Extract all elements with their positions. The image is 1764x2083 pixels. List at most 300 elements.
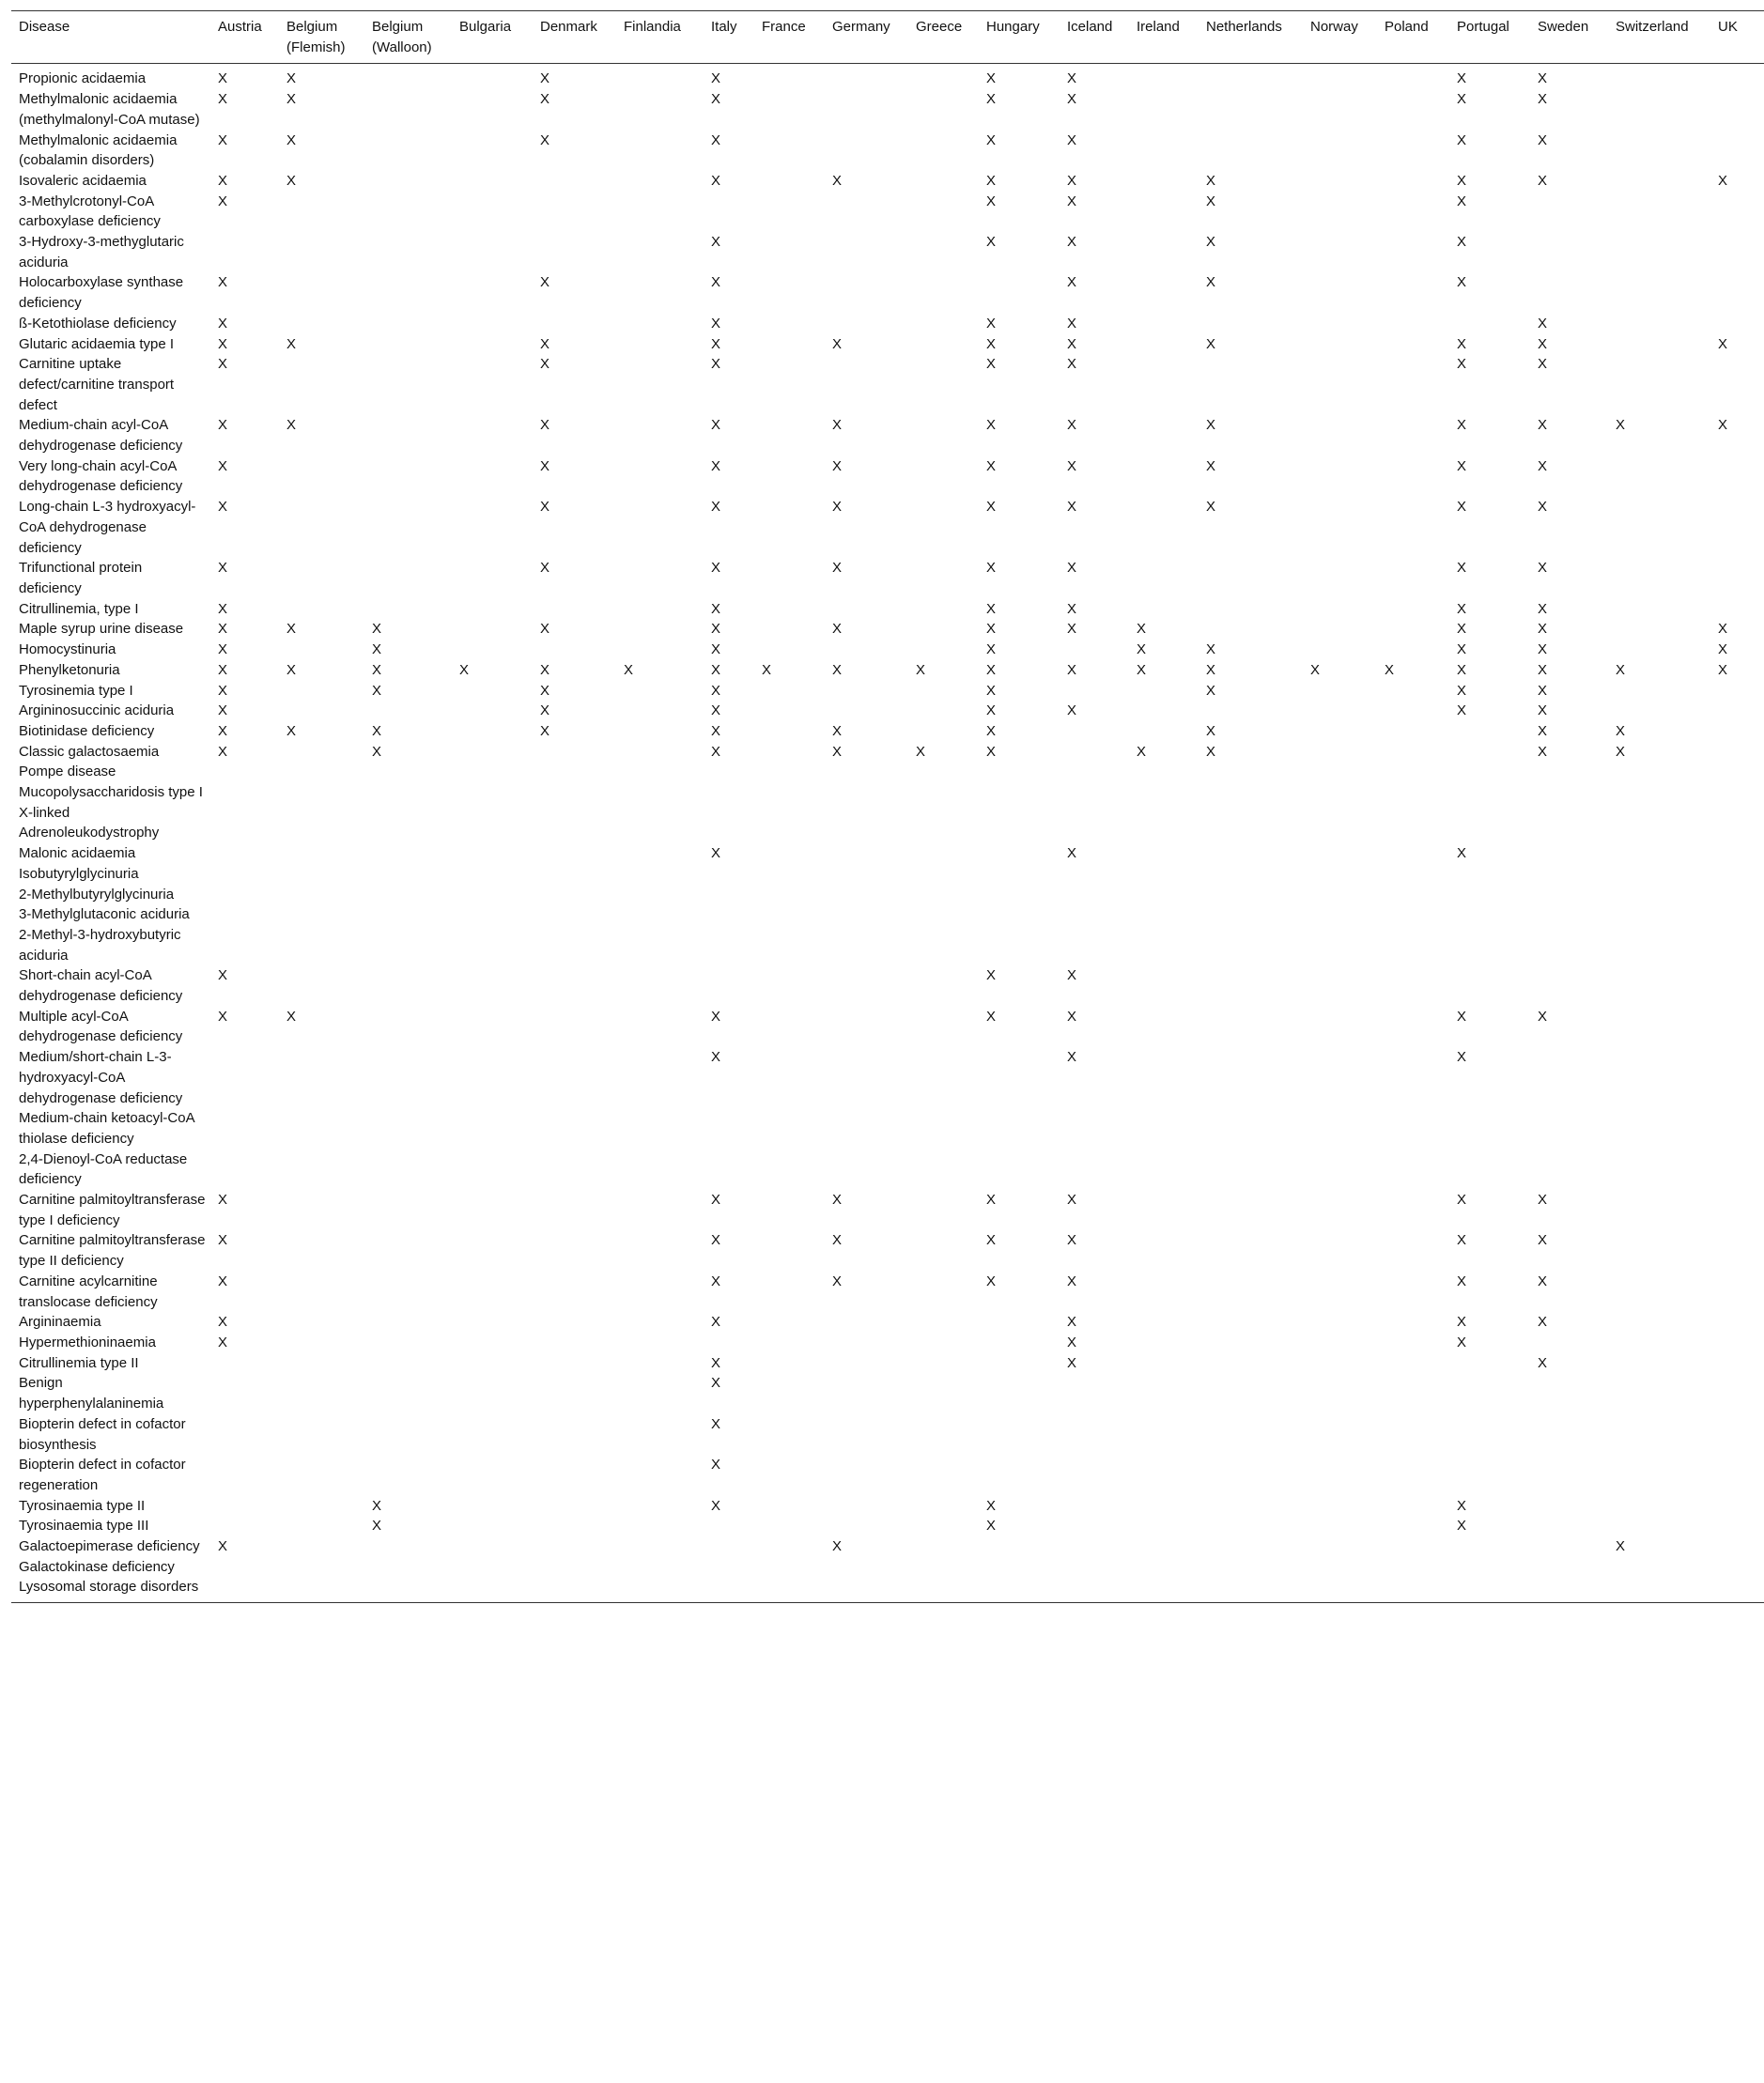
- screened-mark-cell: X: [1538, 641, 1548, 658]
- empty-cell: [616, 782, 704, 803]
- empty-cell: [279, 1108, 364, 1149]
- empty-cell: [533, 1047, 616, 1108]
- empty-cell: [279, 782, 364, 803]
- empty-cell: [1530, 885, 1608, 905]
- disease-name-cell: Medium-chain ketoacyl-CoA thiolase deficiency: [19, 1110, 194, 1147]
- empty-cell: [1710, 1108, 1764, 1149]
- empty-cell: [754, 843, 825, 864]
- empty-cell: [1303, 904, 1377, 925]
- empty-cell: [452, 1007, 533, 1047]
- table-row: [11, 1577, 1764, 1602]
- screened-mark-cell: X: [711, 641, 721, 658]
- empty-cell: [279, 1150, 364, 1190]
- empty-cell: [979, 864, 1060, 885]
- empty-cell: [279, 965, 364, 1006]
- empty-cell: [1608, 1373, 1710, 1413]
- column-header-country: Greece: [916, 19, 963, 35]
- screened-mark-cell: X: [1538, 91, 1548, 108]
- empty-cell: [754, 314, 825, 334]
- screened-mark-cell: X: [1206, 722, 1216, 739]
- empty-cell: [616, 1007, 704, 1047]
- empty-cell: [979, 1108, 1060, 1149]
- screened-mark-cell: X: [1137, 641, 1147, 658]
- empty-cell: [754, 1373, 825, 1413]
- empty-cell: [908, 1190, 979, 1230]
- empty-cell: [754, 1516, 825, 1536]
- column-header-country: Ireland: [1137, 19, 1180, 35]
- table-row: [11, 1230, 1764, 1271]
- empty-cell: [754, 1496, 825, 1517]
- screened-mark-cell: X: [1067, 1192, 1077, 1209]
- empty-cell: [210, 864, 279, 885]
- empty-cell: [364, 1230, 452, 1271]
- column-header-country: UK: [1718, 19, 1738, 35]
- screened-mark-cell: X: [986, 682, 997, 699]
- empty-cell: [616, 1230, 704, 1271]
- empty-cell: [452, 1557, 533, 1578]
- screened-mark-cell: X: [1718, 641, 1728, 658]
- screened-mark-cell: X: [1067, 621, 1077, 638]
- empty-cell: [1530, 1577, 1608, 1602]
- empty-cell: [452, 782, 533, 803]
- disease-name-cell: Holocarboxylase synthase deficiency: [19, 274, 184, 312]
- empty-cell: [1303, 640, 1377, 660]
- screened-mark-cell: X: [1457, 417, 1467, 434]
- screened-mark-cell: X: [1718, 417, 1728, 434]
- empty-cell: [1608, 1190, 1710, 1230]
- empty-cell: [1710, 1557, 1764, 1578]
- empty-cell: [364, 314, 452, 334]
- empty-cell: [1449, 1150, 1530, 1190]
- screened-mark-cell: X: [711, 1008, 721, 1025]
- empty-cell: [364, 925, 452, 965]
- screened-mark-cell: X: [1067, 702, 1077, 719]
- empty-cell: [1377, 1190, 1449, 1230]
- disease-name-cell: Hypermethioninaemia: [19, 1335, 156, 1350]
- empty-cell: [825, 864, 908, 885]
- empty-cell: [754, 1312, 825, 1333]
- empty-cell: [616, 131, 704, 171]
- empty-cell: [452, 1455, 533, 1495]
- screened-mark-cell: X: [459, 661, 470, 678]
- empty-cell: [1303, 1108, 1377, 1149]
- empty-cell: [1303, 803, 1377, 843]
- table-row: [11, 1455, 1764, 1495]
- screened-mark-cell: X: [986, 131, 997, 148]
- empty-cell: [1129, 64, 1199, 89]
- empty-cell: [704, 1150, 754, 1190]
- empty-cell: [452, 762, 533, 782]
- empty-cell: [1608, 1272, 1710, 1312]
- screened-mark-cell: X: [218, 661, 228, 678]
- empty-cell: [279, 885, 364, 905]
- empty-cell: [1303, 1455, 1377, 1495]
- empty-cell: [1608, 1557, 1710, 1578]
- table-row: [11, 762, 1764, 782]
- empty-cell: [1303, 1577, 1377, 1602]
- empty-cell: [1530, 1557, 1608, 1578]
- screened-mark-cell: X: [711, 1457, 721, 1474]
- empty-cell: [1060, 925, 1129, 965]
- empty-cell: [1449, 965, 1530, 1006]
- empty-cell: [1608, 232, 1710, 272]
- empty-cell: [825, 89, 908, 130]
- screened-mark-cell: X: [986, 499, 997, 516]
- empty-cell: [754, 1455, 825, 1495]
- screened-mark-cell: X: [711, 131, 721, 148]
- empty-cell: [1303, 885, 1377, 905]
- empty-cell: [1449, 925, 1530, 965]
- empty-cell: [364, 965, 452, 1006]
- empty-cell: [754, 558, 825, 598]
- empty-cell: [1377, 782, 1449, 803]
- empty-cell: [616, 721, 704, 742]
- screened-mark-cell: X: [218, 335, 228, 352]
- screened-mark-cell: X: [1067, 335, 1077, 352]
- empty-cell: [1377, 1312, 1449, 1333]
- empty-cell: [616, 232, 704, 272]
- empty-cell: [1377, 1150, 1449, 1190]
- screened-mark-cell: X: [711, 845, 721, 862]
- screened-mark-cell: X: [711, 1497, 721, 1514]
- empty-cell: [1129, 721, 1199, 742]
- table-row: [11, 1272, 1764, 1312]
- empty-cell: [533, 1190, 616, 1230]
- empty-cell: [1060, 681, 1129, 702]
- empty-cell: [616, 1353, 704, 1374]
- table-row: [11, 1557, 1764, 1578]
- screened-mark-cell: X: [1457, 335, 1467, 352]
- empty-cell: [279, 904, 364, 925]
- screened-mark-cell: X: [540, 661, 550, 678]
- empty-cell: [704, 192, 754, 232]
- empty-cell: [210, 1108, 279, 1149]
- empty-cell: [452, 232, 533, 272]
- empty-cell: [1449, 1577, 1530, 1602]
- screened-mark-cell: X: [1067, 1273, 1077, 1289]
- empty-cell: [979, 1557, 1060, 1578]
- empty-cell: [908, 640, 979, 660]
- empty-cell: [1710, 89, 1764, 130]
- empty-cell: [279, 1047, 364, 1108]
- screened-mark-cell: X: [832, 661, 843, 678]
- disease-name-cell: Biotinidase deficiency: [19, 722, 155, 739]
- empty-cell: [1303, 742, 1377, 763]
- screened-mark-cell: X: [1457, 1192, 1467, 1209]
- empty-cell: [279, 232, 364, 272]
- empty-cell: [1449, 1108, 1530, 1149]
- empty-cell: [1377, 354, 1449, 415]
- screened-mark-cell: X: [986, 1192, 997, 1209]
- screened-mark-cell: X: [1538, 743, 1548, 760]
- disease-name-cell: 2-Methylbutyrylglycinuria: [19, 886, 175, 903]
- table-row: [11, 864, 1764, 885]
- empty-cell: [1303, 232, 1377, 272]
- empty-cell: [1449, 885, 1530, 905]
- empty-cell: [1199, 64, 1303, 89]
- empty-cell: [210, 1557, 279, 1578]
- screened-mark-cell: X: [372, 641, 382, 658]
- empty-cell: [979, 1373, 1060, 1413]
- disease-name-cell: Multiple acyl-CoA dehydrogenase deficiency: [19, 1008, 183, 1045]
- empty-cell: [1710, 558, 1764, 598]
- empty-cell: [616, 1047, 704, 1108]
- empty-cell: [210, 1516, 279, 1536]
- empty-cell: [452, 171, 533, 192]
- empty-cell: [1608, 1496, 1710, 1517]
- empty-cell: [1608, 1414, 1710, 1455]
- empty-cell: [754, 1272, 825, 1312]
- empty-cell: [754, 334, 825, 355]
- empty-cell: [279, 925, 364, 965]
- screened-mark-cell: X: [218, 1314, 228, 1331]
- empty-cell: [754, 456, 825, 497]
- screened-mark-cell: X: [1067, 274, 1077, 291]
- screened-mark-cell: X: [1718, 661, 1728, 678]
- empty-cell: [754, 782, 825, 803]
- empty-cell: [1377, 1333, 1449, 1353]
- screened-mark-cell: X: [218, 417, 228, 434]
- screened-mark-cell: X: [1067, 234, 1077, 251]
- empty-cell: [1530, 1455, 1608, 1495]
- empty-cell: [1710, 721, 1764, 742]
- empty-cell: [616, 334, 704, 355]
- empty-cell: [908, 965, 979, 1006]
- empty-cell: [279, 1230, 364, 1271]
- screened-mark-cell: X: [1457, 1049, 1467, 1066]
- empty-cell: [908, 1353, 979, 1374]
- table-row: [11, 1496, 1764, 1517]
- empty-cell: [279, 272, 364, 313]
- screened-mark-cell: X: [1457, 172, 1467, 189]
- empty-cell: [1710, 1536, 1764, 1557]
- empty-cell: [1608, 334, 1710, 355]
- empty-cell: [1530, 904, 1608, 925]
- empty-cell: [754, 354, 825, 415]
- empty-cell: [1129, 701, 1199, 721]
- table-row: [11, 192, 1764, 232]
- empty-cell: [1710, 925, 1764, 965]
- empty-cell: [1530, 762, 1608, 782]
- table-row: [11, 171, 1764, 192]
- empty-cell: [364, 89, 452, 130]
- screened-mark-cell: X: [540, 274, 550, 291]
- empty-cell: [825, 192, 908, 232]
- empty-cell: [754, 131, 825, 171]
- screened-mark-cell: X: [1616, 417, 1626, 434]
- empty-cell: [908, 272, 979, 313]
- screened-mark-cell: X: [286, 417, 297, 434]
- screened-mark-cell: X: [286, 91, 297, 108]
- empty-cell: [1303, 64, 1377, 89]
- empty-cell: [1129, 334, 1199, 355]
- empty-cell: [452, 803, 533, 843]
- empty-cell: [1608, 1108, 1710, 1149]
- empty-cell: [210, 762, 279, 782]
- screened-mark-cell: X: [540, 70, 550, 87]
- empty-cell: [1303, 89, 1377, 130]
- empty-cell: [1199, 803, 1303, 843]
- empty-cell: [452, 701, 533, 721]
- empty-cell: [210, 1496, 279, 1517]
- screened-mark-cell: X: [218, 356, 228, 373]
- empty-cell: [704, 1577, 754, 1602]
- screened-mark-cell: X: [1206, 743, 1216, 760]
- screened-mark-cell: X: [986, 457, 997, 474]
- empty-cell: [754, 232, 825, 272]
- empty-cell: [1060, 1455, 1129, 1495]
- empty-cell: [1060, 1516, 1129, 1536]
- empty-cell: [279, 1373, 364, 1413]
- empty-cell: [1377, 904, 1449, 925]
- screened-mark-cell: X: [1067, 560, 1077, 577]
- empty-cell: [210, 1455, 279, 1495]
- screened-mark-cell: X: [986, 1008, 997, 1025]
- empty-cell: [1710, 885, 1764, 905]
- disease-name-cell: Benign hyperphenylalaninemia: [19, 1375, 164, 1412]
- screened-mark-cell: X: [1457, 661, 1467, 678]
- empty-cell: [754, 171, 825, 192]
- empty-cell: [754, 965, 825, 1006]
- empty-cell: [1377, 1108, 1449, 1149]
- table-row: [11, 64, 1764, 89]
- screened-mark-cell: X: [711, 234, 721, 251]
- empty-cell: [1710, 1577, 1764, 1602]
- empty-cell: [452, 1353, 533, 1374]
- empty-cell: [1129, 415, 1199, 455]
- empty-cell: [704, 762, 754, 782]
- screened-mark-cell: X: [1457, 457, 1467, 474]
- screened-mark-cell: X: [1538, 1192, 1548, 1209]
- empty-cell: [1530, 1516, 1608, 1536]
- empty-cell: [533, 1373, 616, 1413]
- column-header-country: Italy: [711, 19, 737, 35]
- empty-cell: [825, 314, 908, 334]
- screened-mark-cell: X: [711, 682, 721, 699]
- empty-cell: [1710, 497, 1764, 558]
- empty-cell: [754, 681, 825, 702]
- empty-cell: [825, 1150, 908, 1190]
- screened-mark-cell: X: [1538, 661, 1548, 678]
- empty-cell: [1710, 314, 1764, 334]
- empty-cell: [364, 1312, 452, 1333]
- empty-cell: [1303, 1312, 1377, 1333]
- screened-mark-cell: X: [1538, 70, 1548, 87]
- empty-cell: [1199, 1150, 1303, 1190]
- disease-name-cell: Citrullinemia type II: [19, 1354, 139, 1371]
- screened-mark-cell: X: [1206, 274, 1216, 291]
- empty-cell: [1608, 762, 1710, 782]
- header-row: [11, 11, 1764, 64]
- empty-cell: [364, 1557, 452, 1578]
- empty-cell: [704, 925, 754, 965]
- screened-mark-cell: X: [1616, 743, 1626, 760]
- screened-mark-cell: X: [1616, 661, 1626, 678]
- empty-cell: [1129, 803, 1199, 843]
- empty-cell: [908, 558, 979, 598]
- empty-cell: [1710, 843, 1764, 864]
- screened-mark-cell: X: [1538, 499, 1548, 516]
- empty-cell: [1199, 1455, 1303, 1495]
- empty-cell: [452, 1108, 533, 1149]
- screened-mark-cell: X: [1538, 1232, 1548, 1249]
- empty-cell: [908, 681, 979, 702]
- empty-cell: [1303, 1373, 1377, 1413]
- screened-mark-cell: X: [1067, 499, 1077, 516]
- empty-cell: [279, 1557, 364, 1578]
- empty-cell: [1449, 1373, 1530, 1413]
- column-header-country: Hungary: [986, 19, 1040, 35]
- empty-cell: [1608, 1353, 1710, 1374]
- empty-cell: [364, 334, 452, 355]
- empty-cell: [1608, 558, 1710, 598]
- empty-cell: [754, 1007, 825, 1047]
- empty-cell: [908, 1230, 979, 1271]
- empty-cell: [754, 1108, 825, 1149]
- empty-cell: [364, 782, 452, 803]
- empty-cell: [1303, 925, 1377, 965]
- empty-cell: [754, 1190, 825, 1230]
- empty-cell: [279, 1536, 364, 1557]
- empty-cell: [1530, 1333, 1608, 1353]
- empty-cell: [1303, 864, 1377, 885]
- disease-name-cell: Phenylketonuria: [19, 661, 120, 678]
- disease-name-cell: X-linked Adrenoleukodystrophy: [19, 804, 160, 841]
- empty-cell: [533, 1557, 616, 1578]
- empty-cell: [533, 1516, 616, 1536]
- empty-cell: [1303, 762, 1377, 782]
- empty-cell: [1377, 681, 1449, 702]
- empty-cell: [1377, 131, 1449, 171]
- screened-mark-cell: X: [1718, 172, 1728, 189]
- table-row: [11, 1353, 1764, 1374]
- screened-mark-cell: X: [372, 682, 382, 699]
- empty-cell: [1608, 89, 1710, 130]
- empty-cell: [1060, 721, 1129, 742]
- empty-cell: [1449, 742, 1530, 763]
- empty-cell: [1199, 965, 1303, 1006]
- empty-cell: [908, 1496, 979, 1517]
- empty-cell: [1129, 89, 1199, 130]
- screened-mark-cell: X: [711, 1273, 721, 1289]
- empty-cell: [1129, 497, 1199, 558]
- empty-cell: [1129, 1577, 1199, 1602]
- empty-cell: [704, 885, 754, 905]
- disease-name-cell: 3-Methylcrotonyl-CoA carboxylase deficiency: [19, 193, 161, 230]
- empty-cell: [1129, 131, 1199, 171]
- empty-cell: [616, 192, 704, 232]
- screened-mark-cell: X: [832, 560, 843, 577]
- empty-cell: [616, 64, 704, 89]
- empty-cell: [533, 314, 616, 334]
- empty-cell: [533, 885, 616, 905]
- empty-cell: [1303, 1272, 1377, 1312]
- empty-cell: [825, 640, 908, 660]
- empty-cell: [1530, 925, 1608, 965]
- disease-name-cell: Carnitine palmitoyltransferase type II deficiency: [19, 1232, 206, 1270]
- empty-cell: [754, 721, 825, 742]
- screened-mark-cell: X: [832, 621, 843, 638]
- empty-cell: [704, 1536, 754, 1557]
- empty-cell: [1199, 314, 1303, 334]
- empty-cell: [1303, 415, 1377, 455]
- disease-name-cell: Tyrosinemia type I: [19, 682, 133, 699]
- empty-cell: [1199, 843, 1303, 864]
- empty-cell: [908, 415, 979, 455]
- screened-mark-cell: X: [1206, 641, 1216, 658]
- empty-cell: [908, 1516, 979, 1536]
- empty-cell: [616, 1536, 704, 1557]
